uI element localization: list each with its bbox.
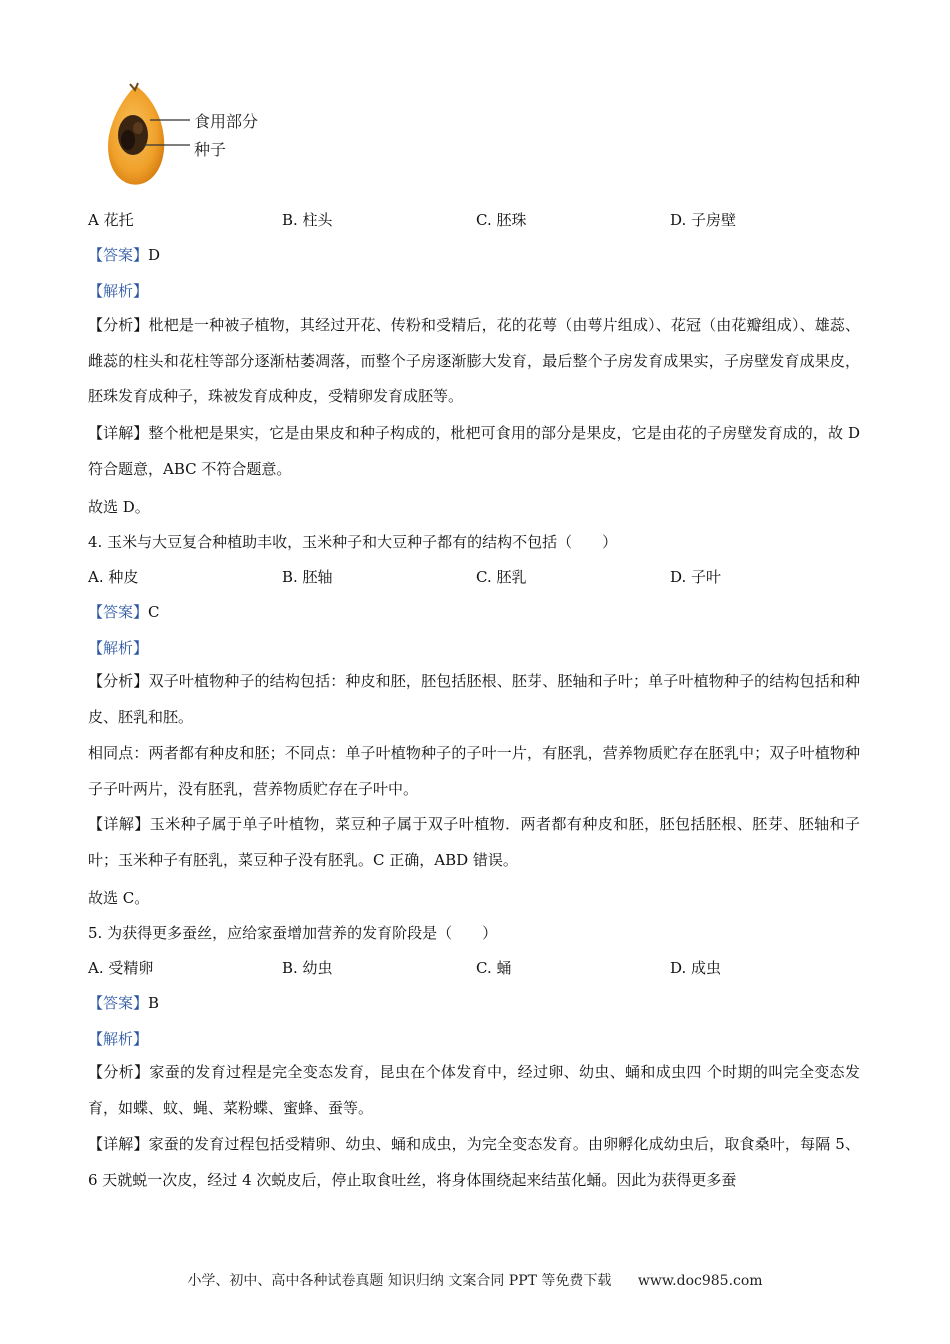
- answer-value: B: [148, 994, 160, 1012]
- answer-value: D: [148, 246, 161, 264]
- q5-question: 5. 为获得更多蚕丝，应给家蚕增加营养的发育阶段是（ ）: [88, 924, 498, 942]
- q4-choose: 故选 C。: [88, 889, 150, 907]
- q5-answer: [88, 993, 159, 1013]
- q5-option-b: B. 幼虫: [282, 959, 333, 977]
- xiangjie-text: 整个枇杷是果实，它是由果皮和种子构成的，枇杷可食用的部分是果皮，它是由花的子房壁发育成的，故 D 符合题意，ABC 不符合题意。: [88, 424, 860, 478]
- fenxi-tag: 【分析】: [88, 316, 149, 334]
- answer-value: C: [148, 603, 160, 621]
- answer-tag: 【答案】: [88, 603, 149, 621]
- xiangjie-tag: 【详解】: [88, 424, 149, 442]
- answer-tag: 【答案】: [88, 246, 149, 264]
- q5-option-a: A. 受精卵: [88, 959, 154, 977]
- q3-answer: [88, 245, 160, 265]
- q4-xiangjie: [88, 807, 860, 878]
- footer-site-link[interactable]: www.doc985.com: [637, 1273, 763, 1289]
- q5-xiangjie: [88, 1127, 860, 1198]
- q3-xiangjie: [88, 416, 860, 487]
- q3-option-a: A 花托: [88, 211, 134, 229]
- q4-same-diff: 相同点：两者都有种皮和胚；不同点：单子叶植物种子的子叶一片，有胚乳，营养物质贮存在胚乳中；双子叶植物种子子叶两片，没有胚乳，营养物质贮存在子叶中。: [88, 744, 860, 798]
- q4-option-d: D. 子叶: [670, 568, 722, 586]
- q4-fenxi: [88, 664, 860, 735]
- q5-option-c: C. 蛹: [476, 959, 512, 977]
- q4-option-c: C. 胚乳: [476, 568, 527, 586]
- q3-option-c: C. 胚珠: [476, 211, 527, 229]
- fenxi-tag: 【分析】: [88, 1063, 150, 1081]
- fenxi-text: 枇杷是一种被子植物，其经过开花、传粉和受精后，花的花萼（由萼片组成）、花冠（由花瓣组成）、雄蕊、雌蕊的柱头和花柱等部分逐渐枯萎凋落，而整个子房逐渐膨大发育，最后整个子房发育成果实，子房壁发育成果皮，胚珠发育成种子，珠被发育成种皮，受精卵发育成胚等。: [88, 316, 860, 405]
- q3-option-d: D. 子房壁: [670, 211, 737, 229]
- xiangjie-tag: 【详解】: [88, 1135, 149, 1153]
- q3-choose: 故选 D。: [88, 498, 150, 516]
- xiangjie-text: 玉米种子属于单子叶植物，菜豆种子属于双子叶植物．两者都有种皮和胚，胚包括胚根、胚芽、胚轴和子叶；玉米种子有胚乳，菜豆种子没有胚乳。C 正确，ABD 错误。: [88, 815, 860, 869]
- analysis-tag: 【解析】: [88, 1030, 149, 1048]
- xiangjie-tag: 【详解】: [88, 815, 150, 833]
- q5-option-d: D. 成虫: [670, 959, 722, 977]
- analysis-tag: 【解析】: [88, 639, 149, 657]
- xiangjie-text: 家蚕的发育过程包括受精卵、幼虫、蛹和成虫，为完全变态发育。由卵孵化成幼虫后，取食桑叶，每隔 5、6 天就蜕一次皮，经过 4 次蜕皮后，停止取食吐丝，将身体围绕起来结茧化蛹。因此为获得更多蚕: [88, 1135, 860, 1189]
- q5-analysis-heading: [88, 1029, 148, 1049]
- q4-answer: [88, 602, 160, 622]
- analysis-tag: 【解析】: [88, 282, 149, 300]
- figure-label-edible: 食用部分: [194, 112, 259, 131]
- q4-option-a: A. 种皮: [88, 568, 139, 586]
- loquat-fruit-image: [100, 80, 280, 190]
- fenxi-text: 家蚕的发育过程是完全变态发育，昆虫在个体发育中，经过卵、幼虫、蛹和成虫四 个时期的叫完全变态发育，如蝶、蚊、蝇、菜粉蝶、蜜蜂、蚕等。: [88, 1063, 860, 1117]
- page-footer: [0, 1270, 950, 1290]
- answer-tag: 【答案】: [88, 994, 149, 1012]
- footer-text: 小学、初中、高中各种试卷真题 知识归纳 文案合同 PPT 等免费下载: [187, 1273, 612, 1289]
- figure-label-seed: 种子: [194, 140, 227, 159]
- q3-option-b: B. 柱头: [282, 211, 333, 229]
- fenxi-text: 双子叶植物种子的结构包括：种皮和胚，胚包括胚根、胚芽、胚轴和子叶；单子叶植物种子的结构包括和种皮、胚乳和胚。: [88, 672, 860, 726]
- q5-fenxi: [88, 1055, 860, 1126]
- q3-analysis-heading: [88, 281, 148, 301]
- loquat-figure: [100, 80, 280, 190]
- q4-question: 4. 玉米与大豆复合种植助丰收，玉米种子和大豆种子都有的结构不包括（ ）: [88, 533, 618, 551]
- q4-analysis-heading: [88, 638, 148, 658]
- fenxi-tag: 【分析】: [88, 672, 149, 690]
- q4-option-b: B. 胚轴: [282, 568, 333, 586]
- q3-fenxi: [88, 308, 860, 415]
